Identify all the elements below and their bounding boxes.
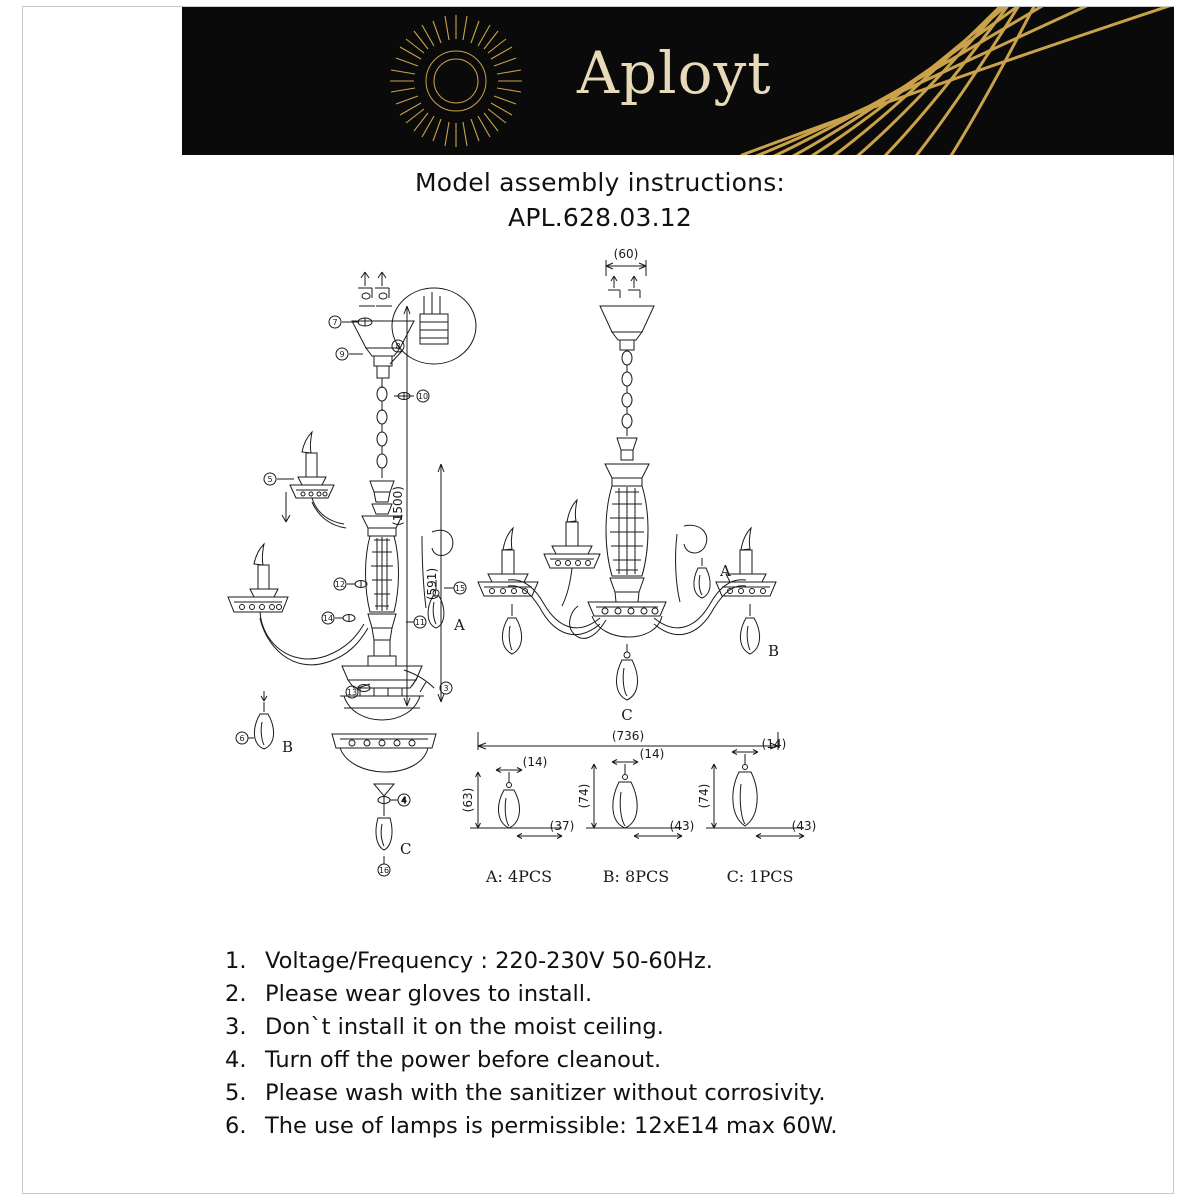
title-block: [0, 168, 1200, 232]
assembled-fixture-diagram: [391, 247, 779, 750]
svg-text:5: 5: [267, 475, 273, 484]
note-number: 5.: [225, 1080, 247, 1106]
note-item: [225, 1110, 1125, 1143]
svg-text:16: 16: [378, 866, 390, 875]
part-b-dim-left: (74): [577, 783, 591, 809]
note-text: Please wear gloves to install.: [265, 981, 593, 1007]
svg-text:6: 6: [239, 734, 245, 743]
note-text: Please wash with the sanitizer without corrosivity.: [265, 1080, 826, 1106]
note-item: [225, 945, 1125, 978]
dim-total-height: (1500): [391, 486, 405, 526]
part-a-quantity: A: 4PCS: [485, 867, 553, 886]
note-text: The use of lamps is permissible: 12xE14 max 60W.: [265, 1113, 838, 1139]
part-a-dim-left: (63): [461, 787, 475, 813]
note-number: 1.: [225, 948, 247, 974]
part-label-c-right: C: [621, 706, 633, 724]
svg-text:7: 7: [332, 318, 338, 327]
note-number: 2.: [225, 981, 247, 1007]
header-banner: [182, 7, 1174, 155]
brand-wordmark: Aployt: [577, 39, 772, 107]
note-item: [225, 1044, 1125, 1077]
model-number: APL.628.03.12: [508, 203, 692, 232]
part-a-dim-top: (14): [522, 755, 548, 769]
parts-specification-table: [461, 737, 816, 886]
part-label-b-left: B: [282, 738, 294, 756]
part-b-spec: [577, 747, 694, 886]
note-item: [225, 978, 1125, 1011]
part-c-dim-left: (74): [697, 783, 711, 809]
svg-text:4: 4: [401, 796, 407, 805]
svg-text:3: 3: [443, 684, 449, 693]
part-c-quantity: C: 1PCS: [726, 867, 794, 886]
part-b-dim-top: (14): [639, 747, 665, 761]
dim-fixture-width: (736): [611, 729, 645, 743]
svg-text:15: 15: [454, 584, 466, 593]
dim-fixture-height: (591): [425, 567, 439, 601]
part-b-dim-bottom: (43): [669, 819, 695, 833]
part-c-spec: [697, 737, 816, 886]
note-item: [225, 1077, 1125, 1110]
dim-top-width: (60): [613, 247, 639, 261]
part-c-dim-bottom: (43): [791, 819, 817, 833]
svg-text:14: 14: [322, 614, 334, 623]
safety-notes-list: [225, 945, 1125, 1143]
note-number: 4.: [225, 1047, 247, 1073]
part-c-dim-top: (14): [761, 737, 787, 751]
sunburst-logo-icon: [386, 11, 526, 151]
part-a-dim-bottom: (37): [549, 819, 575, 833]
fan-decoration-icon: [702, 7, 1174, 155]
note-item: [225, 1011, 1125, 1044]
note-text: Turn off the power before cleanout.: [265, 1047, 662, 1073]
note-number: 3.: [225, 1014, 247, 1040]
svg-text:10: 10: [417, 392, 429, 401]
part-label-b-right: B: [768, 642, 780, 660]
instructions-title: Model assembly instructions:: [414, 168, 786, 197]
svg-text:8: 8: [395, 342, 401, 351]
part-label-c-left: C: [400, 840, 412, 858]
svg-text:11: 11: [414, 618, 426, 627]
part-label-a-left: A: [454, 616, 465, 634]
svg-text:9: 9: [339, 350, 345, 359]
part-a-spec: [461, 755, 574, 886]
note-text: Don`t install it on the moist ceiling.: [265, 1014, 664, 1040]
part-b-quantity: B: 8PCS: [602, 867, 670, 886]
svg-text:12: 12: [334, 580, 346, 589]
note-text: Voltage/Frequency : 220-230V 50-60Hz.: [265, 948, 713, 974]
note-number: 6.: [225, 1113, 247, 1139]
diagram-area: [22, 236, 1174, 906]
svg-text:13: 13: [346, 688, 358, 697]
part-label-a-right: A: [720, 562, 731, 580]
